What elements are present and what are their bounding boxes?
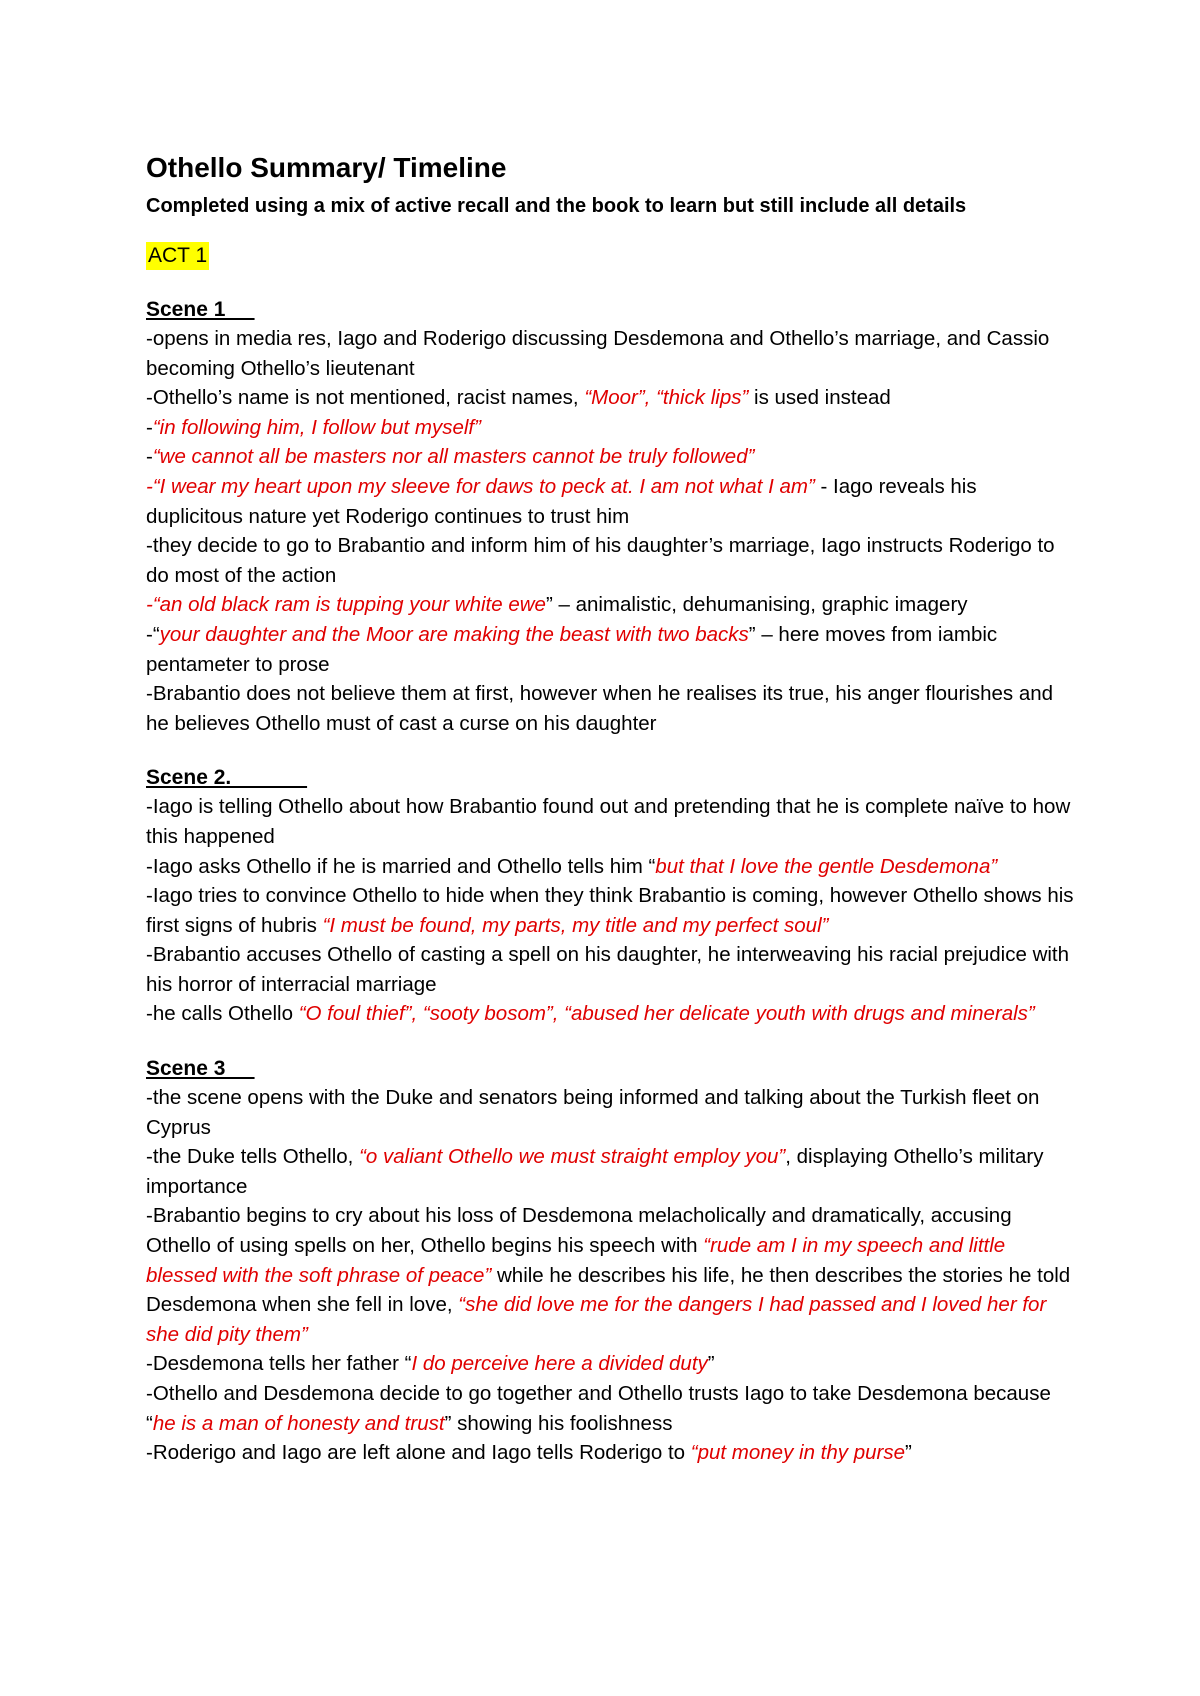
note-text: - <box>146 415 153 439</box>
document-body <box>146 150 1076 1468</box>
note-line <box>146 1379 1076 1438</box>
quote-text: -“I wear my heart upon my sleeve for daws to peck at. I am not what I am” <box>146 474 815 498</box>
note-text: ” – here moves from iambic pentameter to prose <box>146 622 998 676</box>
scene-heading: Scene 1 <box>146 298 255 321</box>
note-text: - Iago reveals his duplicitous nature yet Roderigo continues to trust him <box>146 474 977 528</box>
note-text: - <box>146 445 153 469</box>
note-line <box>146 620 1076 679</box>
scene-section <box>146 764 1076 1029</box>
note-line <box>146 472 1076 531</box>
scene-section <box>146 296 1076 738</box>
note-text: ” – animalistic, dehumanising, graphic imagery <box>545 593 968 617</box>
note-line <box>146 531 1076 590</box>
note-line <box>146 1349 1076 1379</box>
note-text: -Othello and Desdemona decide to go together and Othello trusts Iago to take Desdemona because “ <box>146 1382 1051 1435</box>
note-text: -Brabantio begins to cry about his loss of Desdemona melacholically and dramatically, accusing Othello of using spells on her, Othello begins his speech with <box>146 1204 1012 1258</box>
note-line <box>146 881 1076 940</box>
note-line <box>146 413 1076 443</box>
note-line <box>146 999 1076 1029</box>
quote-text: “put money in thy purse <box>690 1441 905 1465</box>
note-text: ” <box>905 1441 912 1465</box>
quote-text: “we cannot all be masters nor all masters cannot be truly followed” <box>152 445 755 469</box>
quote-text: he is a man of honesty and trust <box>152 1411 445 1435</box>
quote-text: “rude am I in my speech and little blessed with the soft phrase of peace” <box>146 1234 1006 1287</box>
note-text: -the scene opens with the Duke and senators being informed and talking about the Turkish fleet on Cyprus <box>146 1086 1040 1139</box>
note-line <box>146 590 1076 620</box>
quote-text: but that I love the gentle Desdemona” <box>655 854 998 878</box>
note-line <box>146 852 1076 882</box>
note-text: while he describes his life, he then describes the stories he told Desdemona when she fell in love, <box>146 1263 1071 1317</box>
note-text: -“ <box>146 622 160 646</box>
note-text: -Brabantio accuses Othello of casting a spell on his daughter, he interweaving his racial prejudice with his horror of interracial marriage <box>146 943 1070 996</box>
note-line <box>146 383 1076 413</box>
note-line <box>146 940 1076 999</box>
note-text: , displaying Othello’s military importance <box>146 1145 1044 1198</box>
note-line <box>146 1083 1076 1142</box>
note-line <box>146 324 1076 383</box>
note-line <box>146 1438 1076 1468</box>
scene-notes <box>146 1083 1076 1468</box>
note-text: -Iago asks Othello if he is married and Othello tells him “ <box>146 854 656 878</box>
act-label: ACT 1 <box>146 242 209 270</box>
note-text: -the Duke tells Othello, <box>146 1145 360 1169</box>
document-subtitle: Completed using a mix of active recall and the book to learn but still include all details <box>146 195 967 217</box>
note-text: -Roderigo and Iago are left alone and Iago tells Roderigo to <box>146 1441 691 1465</box>
note-text: -he calls Othello <box>146 1002 299 1026</box>
quote-text: “I must be found, my parts, my title and my perfect soul” <box>322 913 829 937</box>
note-line <box>146 442 1076 472</box>
note-line <box>146 1201 1076 1349</box>
note-text: -Iago tries to convince Othello to hide when they think Brabantio is coming, however Othello shows his first signs of hubris <box>146 884 1074 937</box>
scene-heading: Scene 3 <box>146 1057 255 1081</box>
note-text: ” showing his foolishness <box>444 1411 673 1435</box>
note-text: ” <box>707 1352 715 1376</box>
note-line <box>146 679 1076 738</box>
note-text: is used instead <box>748 386 891 410</box>
note-line <box>146 1142 1076 1201</box>
quote-text: -“an old black ram is tupping your white ewe <box>146 593 546 617</box>
note-line <box>146 792 1076 851</box>
note-text: -Iago is telling Othello about how Brabantio found out and pretending that he is complete naïve to how this happened <box>146 795 1071 848</box>
quote-text: “o valiant Othello we must straight employ you” <box>359 1145 786 1169</box>
quote-text: your daughter and the Moor are making the beast with two backs <box>159 622 749 646</box>
quote-text: “in following him, I follow but myself” <box>152 415 481 439</box>
note-text: -Brabantio does not believe them at first, however when he realises its true, his anger flourishes and he believes Othello must of cast a curse on his daughter <box>146 682 1054 735</box>
note-text: -opens in media res, Iago and Roderigo discussing Desdemona and Othello’s marriage, and Cassio becoming Othello’s lieutenant <box>146 327 1050 380</box>
scene-section <box>146 1055 1076 1468</box>
scene-notes <box>146 324 1076 738</box>
quote-text: “Moor”, “thick lips” <box>584 386 749 410</box>
scene-heading: Scene 2. <box>146 766 308 790</box>
note-text: -Desdemona tells her father “ <box>146 1352 412 1376</box>
scene-notes <box>146 792 1076 1029</box>
quote-text: “O foul thief”, “sooty bosom”, “abused her delicate youth with drugs and minerals” <box>298 1002 1035 1026</box>
quote-text: “she did love me for the dangers I had passed and I loved her for she did pity them” <box>146 1293 1047 1346</box>
note-text: -Othello’s name is not mentioned, racist names, <box>146 386 585 410</box>
quote-text: I do perceive here a divided duty <box>411 1352 708 1376</box>
document-title: Othello Summary/ Timeline <box>146 152 507 183</box>
note-text: -they decide to go to Brabantio and inform him of his daughter’s marriage, Iago instructs Roderigo to do most of the action <box>146 534 1055 587</box>
